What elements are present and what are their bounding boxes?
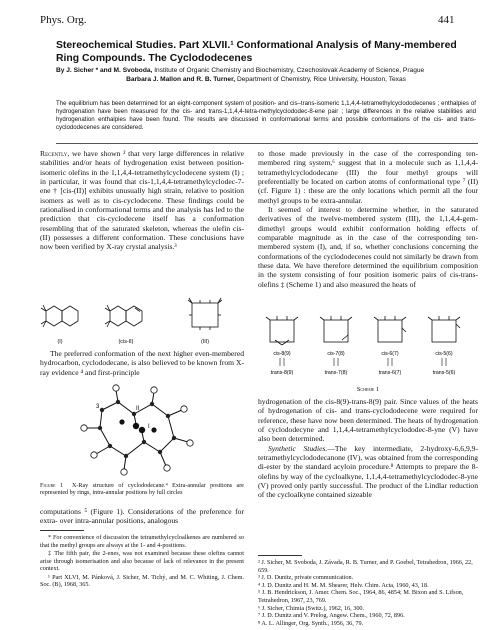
footnote-numbering: * For convenience of discussion the tetramethylcycloalkenes are numbered so that the methyl groups are always at the 1- and 4-positions. (40, 534, 244, 549)
article-title: Stereochemical Studies. Part XLVII.¹ Conformational Analysis of Many-membered Ring Compounds. The Cyclododecenes (56, 40, 457, 64)
reference-5: ⁵ J. B. Hendrickson, J. Amer. Chem. Soc., 1964, 86, 4854; M. Bixon and S. Lifson, Tetrahedron, 1967, 23, 769. (258, 589, 464, 604)
authors-1-names: By J. Sicher * and M. Svoboda, (56, 67, 153, 74)
scheme-label-trans-5-6: trans-5(6) (432, 370, 456, 376)
scheme-label-cis-6-7: cis-6(7) (381, 351, 399, 357)
reference-8: ⁸ A. L. Allinger, Org. Synth., 1956, 36, 79. (258, 619, 364, 627)
synthetic-studies-text: —The key intermediate, 2-hydroxy-6,6,9,9-tetramethylcyclododecanone (IV), was obtained from the corresponding di-ester by the standard acyloin procedure.⁸ Attempts to prepare the 8-olefins by way of the cycloalkyne, 1,1,4,4-tetramethylcyclododec-8-yne (V) proved only partly successful. The product of the Lindlar reduction of the cycloalkyne contained sizeable (258, 443, 478, 500)
scheme-ring-cis-5-6 (428, 316, 460, 342)
right-column-bottom (258, 397, 478, 500)
footnote-divider (40, 530, 84, 531)
xray-intra-annular-positions (119, 419, 156, 433)
scheme-rings (266, 316, 460, 345)
cyclododecane-xray-figure (82, 380, 202, 478)
structure-cis-II (105, 305, 142, 327)
label-I: (I) (57, 339, 63, 345)
left-column-top (40, 149, 244, 252)
footnote-fifth-pair: ‡ The fifth pair, the 2-enes, was not examined because these olefins cannot arise through isomerisation and also because of lack of relevance in the present context. (40, 550, 244, 572)
computations-paragraph: computations ⁵ (Figure 1). Considerations of the preference for extra- over intra-annular positions, analogous (40, 507, 244, 526)
page-number: 441 (438, 14, 455, 26)
label-III: (III) (200, 339, 210, 345)
structures-figure (40, 299, 244, 347)
label-cis-II: (cis-II) (118, 339, 134, 345)
scheme-label-trans-7-8: trans-7(8) (324, 370, 348, 376)
authors-2-affiliation: Department of Chemistry, Rice University, Houston, Texas (236, 75, 406, 83)
left-column-bottom (40, 507, 244, 526)
figure-1-label: Figure 1 (40, 483, 64, 489)
structure-III (188, 298, 222, 330)
structure-I (41, 305, 78, 327)
scheme-label-cis-8-9: cis-8(9) (273, 351, 291, 357)
intro-text: we have shown ² that very large differences in relative stabilities and/or heats of hydrogenation exist between position-isomeric olefins in the 1,1,4,4-tetramethylcyclodecene system (I) ; in particular, it was found that cis-1,1,4,4-tetramethylcyclodec-7-ene † [cis-(II)] exhibits unusually high strain, relative to position isomers as well as to cis-cyclodecene. These findings could be rationalised in conformational terms and the analysis has led to the prediction that cis-cyclodecene itself has a conformation resembling that of the saturated skeleton, whereas the olefin cis-(II) possesses a different conformation. These conclusions have now been verified by X-ray crystal analysis.³ (40, 149, 244, 252)
scheme-1-figure (262, 316, 476, 386)
author-line-1 (56, 67, 476, 76)
references-divider (258, 555, 302, 556)
journal-running-head: Phys. Org. (40, 14, 87, 26)
xray-ring (86, 390, 188, 470)
scheme-ring-cis-8-9 (266, 316, 298, 345)
reference-2: ² J. Sicher, M. Svoboda, J. Závada, R. B. Turner, and P. Goebel, Tetrahedron, 1966, 22, 659. (258, 559, 473, 574)
authors-1-affiliation: Institute of Organic Chemistry and Biochemistry, Czechoslovak Academy of Science, Prague (154, 67, 425, 74)
left-column-mid (40, 349, 244, 377)
scheme-label-trans-6-7: trans-6(7) (378, 370, 402, 376)
left-footnotes (40, 534, 244, 590)
synthetic-studies-heading: Synthetic Studies. (268, 443, 328, 453)
author-block (56, 67, 476, 84)
intro-lead: Recently, (40, 149, 70, 158)
scheme-label-trans-8-9: trans-8(9) (270, 370, 294, 376)
author-line-2 (56, 76, 476, 85)
reference-7: ⁷ J. D. Dunitz and V. Prelog, Angew. Chem., 1960, 72, 896. (258, 612, 405, 620)
scheme-1-title: Scheme 1 (356, 386, 380, 393)
xray-extra-annular-positions (81, 385, 193, 475)
scheme-ring-cis-6-7 (374, 316, 406, 342)
scheme-ring-cis-7-8 (320, 316, 352, 342)
abstract-divider (56, 143, 478, 144)
scheme-equilibrium-arrows (280, 358, 446, 366)
authors-2-names: Barbara J. Mallon and R. B. Turner, (126, 75, 236, 83)
position-label-I: I (148, 424, 150, 430)
synthetic-studies-paragraph (258, 444, 478, 500)
hydrogenation-paragraph: hydrogenation of the cis-8(9)-trans-8(9) pair. Since values of the heats of hydrogenation of cis- and trans-cyclododecene were required for reference, these have now been determined. The heats of hydrogenation of cyclododecyne and 1,1,4,4-tetramethylcyclododec-8-yne (V) have also been determined. (258, 397, 478, 444)
cyclododecane-paragraph: The preferred conformation of the next higher even-membered hydrocarbon, cyclododecane, is also believed to be known from X-ray evidence ⁴ and first-principle (40, 349, 244, 377)
references-list (258, 559, 478, 627)
atom-label-3: 3 (96, 404, 100, 410)
figure-1-text: X-Ray structure of cyclododecane.⁴ Extra-annular positions are represented by rings, intra-annular positions by full circles (40, 483, 244, 497)
reference-4: ⁴ J. D. Dunitz and H. M. M. Shearer, Helv. Chim. Acta, 1960, 43, 18. (258, 581, 429, 589)
figure-1-caption (40, 483, 244, 498)
position-label-II: II (136, 406, 140, 412)
scheme-label-cis-7-8: cis-7(8) (327, 351, 345, 357)
equilibrium-paragraph: It seemed of interest to determine whether, in the saturated derivatives of the twelve-membered system (III), the 1,1,4,4-gem-dimethyl groups would exhibit conformation holding effects of comparable magnitude as in the case of the corresponding ten-membered system (I), and, if so, whether conclusions concerning the conformations of the cyclododecenes could not similarly be drawn from these data. We have therefore determined the equilibrium composition in the system consisting of four position isomeric pairs of cis-trans-olefins ‡ (Scheme 1) and also measured the heats of (258, 205, 478, 289)
right-column-top (258, 149, 478, 289)
methyl-paragraph: to those made previously in the case of the corresponding ten-membered ring system,⁶ suggest that in a molecule such as 1,1,4,4-tetramethylcyclododecane (III) the four methyl groups will preferentially be located on carbon atoms of conformational type ⁷ (II) (cf. Figure 1) : these are the only locations which permit all the four methyl groups to be extra-annular. (258, 149, 478, 205)
footnote-ref-1: ¹ Part XLVI, M. Pánková, J. Sicher, M. Tichý, and M. C. Whiting, J. Chem. Soc. (B), 1968, 365. (40, 573, 244, 588)
scheme-label-cis-5-6: cis-5(6) (435, 351, 453, 357)
abstract: The equilibrium has been determined for an eight-component system of position- and cis–trans-isomeric 1,1,4,4-tetramethylcyclododecenes ; enthalpies of hydrogenation have been measured for the cis- and trans-1,1,4,4-tetra-methylcyclododec-8-ene pair ; large differences in the relative stabilities and hydrogenation enthalpies have been found. The results are discussed in conformational terms and possible conformations of the cis- and trans-cyclododecenes are considered. (56, 100, 476, 131)
intro-paragraph (40, 149, 244, 252)
reference-6: ⁶ J. Sicher, Chimia (Switz.), 1962, 16, 300. (258, 604, 365, 612)
reference-3: ³ J. D. Dunitz, private communication. (258, 574, 354, 582)
